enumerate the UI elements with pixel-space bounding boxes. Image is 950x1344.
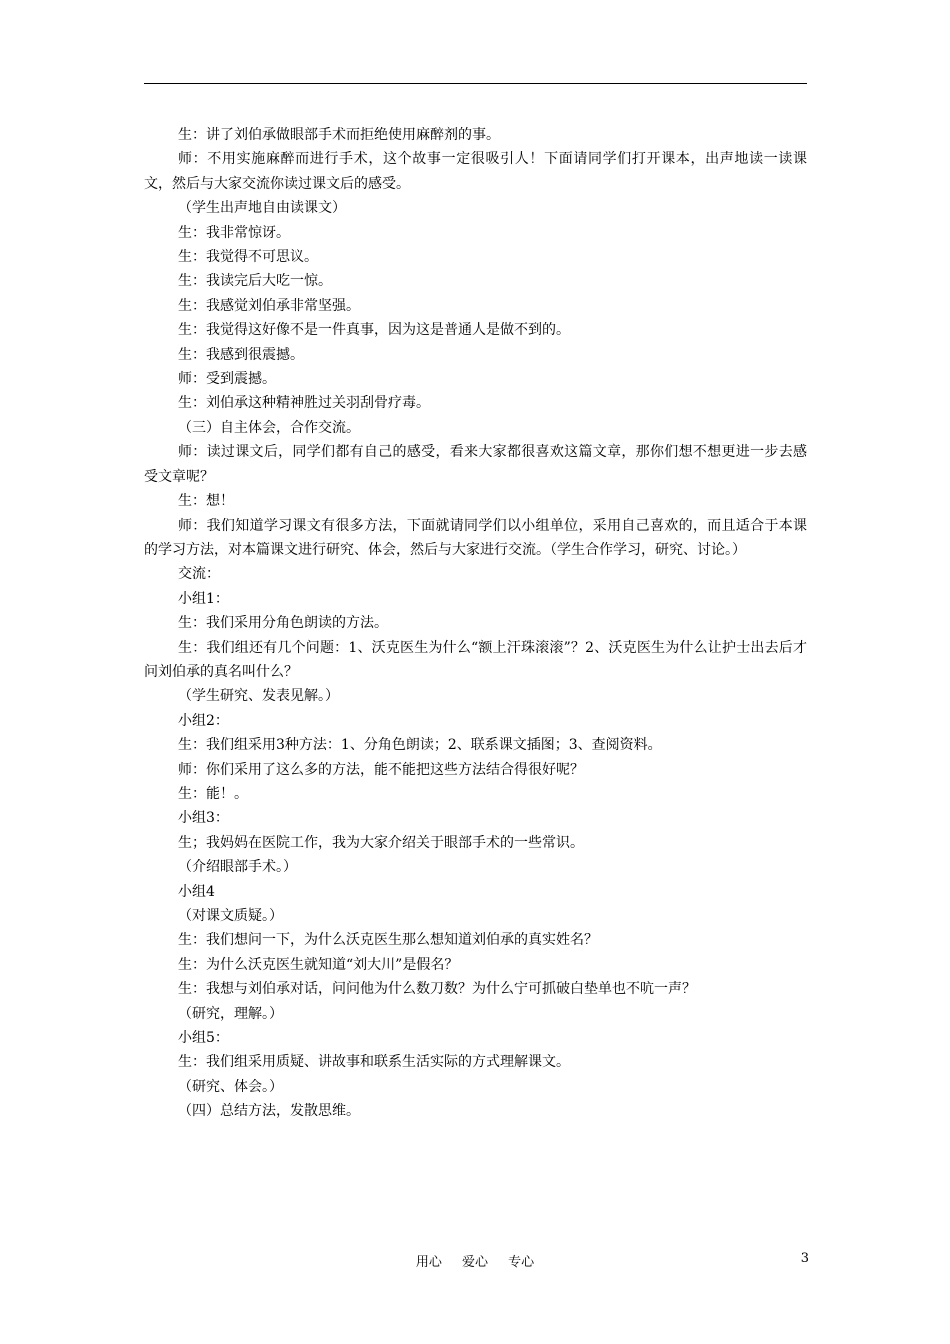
- paragraph: 生：刘伯承这种精神胜过关羽刮骨疗毒。: [178, 395, 430, 412]
- paragraph: （介绍眼部手术。）: [178, 859, 297, 876]
- paragraph: 生：我觉得这好像不是一件真事，因为这是普通人是做不到的。: [178, 322, 570, 339]
- paragraph: 生：为什么沃克医生就知道“刘大川”是假名？: [178, 956, 459, 973]
- group-label: 小组1：: [178, 590, 229, 607]
- paragraph: （学生研究、发表见解。）: [178, 688, 339, 705]
- section-heading: （三）自主体会，合作交流。: [178, 419, 360, 436]
- paragraph: 交流：: [178, 566, 220, 583]
- group-label: 小组4: [178, 883, 215, 900]
- document-body: [144, 123, 807, 1124]
- paragraph: 生：我们想问一下，为什么沃克医生那么想知道刘伯承的真实姓名？: [178, 932, 598, 949]
- paragraph: 生：我感觉刘伯承非常坚强。: [178, 297, 360, 314]
- paragraph: 生：我想与刘伯承对话，问问他为什么数刀数？为什么宁可抓破白垫单也不吭一声？: [178, 981, 696, 998]
- paragraph: （学生出声地自由读课文）: [178, 200, 346, 217]
- paragraph: 生；我妈妈在医院工作，我为大家介绍关于眼部手术的一些常识。: [178, 834, 584, 851]
- paragraph: 生：讲了刘伯承做眼部手术而拒绝使用麻醉剂的事。: [178, 127, 500, 143]
- paragraph: 生：我读完后大吃一惊。: [178, 273, 332, 290]
- footer-word: 用心: [415, 1255, 442, 1270]
- group-label: 小组5：: [178, 1030, 229, 1047]
- paragraph: （对课文质疑。）: [178, 908, 283, 924]
- paragraph: 师：受到震撼。: [178, 371, 276, 388]
- paragraph: 生：我们组采用3种方法：1、分角色朗读；2、联系课文插图；3、查阅资料。: [178, 737, 662, 754]
- paragraph: 生：我们组采用质疑、讲故事和联系生活实际的方式理解课文。: [178, 1054, 570, 1071]
- paragraph: 师：你们采用了这么多的方法，能不能把这些方法结合得很好呢？: [178, 761, 584, 778]
- paragraph: 生：我们采用分角色朗读的方法。: [178, 615, 388, 632]
- group-label: 小组3：: [178, 810, 229, 827]
- group-label: 小组2：: [178, 712, 229, 729]
- paragraph: 生：我非常惊讶。: [178, 224, 290, 241]
- paragraph: 生：我觉得不可思议。: [178, 249, 318, 266]
- paragraph: （研究、体会。）: [178, 1078, 283, 1095]
- footer-word: 爱心: [461, 1255, 488, 1270]
- paragraph: 师：不用实施麻醉而进行手术，这个故事一定很吸引人！下面请同学们打开课本，出声地读一读课文，然后与大家交流你读过课文后的感受。: [144, 151, 807, 192]
- section-heading: （四）总结方法，发散思维。: [178, 1103, 360, 1120]
- paragraph: 生：想！: [178, 493, 234, 510]
- paragraph: 师：读过课文后，同学们都有自己的感受，看来大家都很喜欢这篇文章，那你们想不想更进一步去感受文章呢？: [144, 444, 807, 485]
- header-rule: [144, 83, 807, 84]
- paragraph: 生：我们组还有几个问题：1、沃克医生为什么“额上汗珠滚滚”？2、沃克医生为什么让护士出去后才问刘伯承的真名叫什么？: [144, 639, 807, 680]
- page-number: 3: [800, 1251, 809, 1266]
- paragraph: 生：我感到很震撼。: [178, 346, 304, 363]
- paragraph: 生：能！。: [178, 785, 248, 802]
- page-footer: [0, 1251, 950, 1271]
- paragraph: （研究，理解。）: [178, 1005, 283, 1022]
- footer-word: 专心: [508, 1255, 535, 1270]
- paragraph: 师：我们知道学习课文有很多方法，下面就请同学们以小组单位，采用自己喜欢的，而且适合于本课的学习方法，对本篇课文进行研究、体会，然后与大家进行交流。（学生合作学习，研究、讨论。）: [144, 517, 807, 558]
